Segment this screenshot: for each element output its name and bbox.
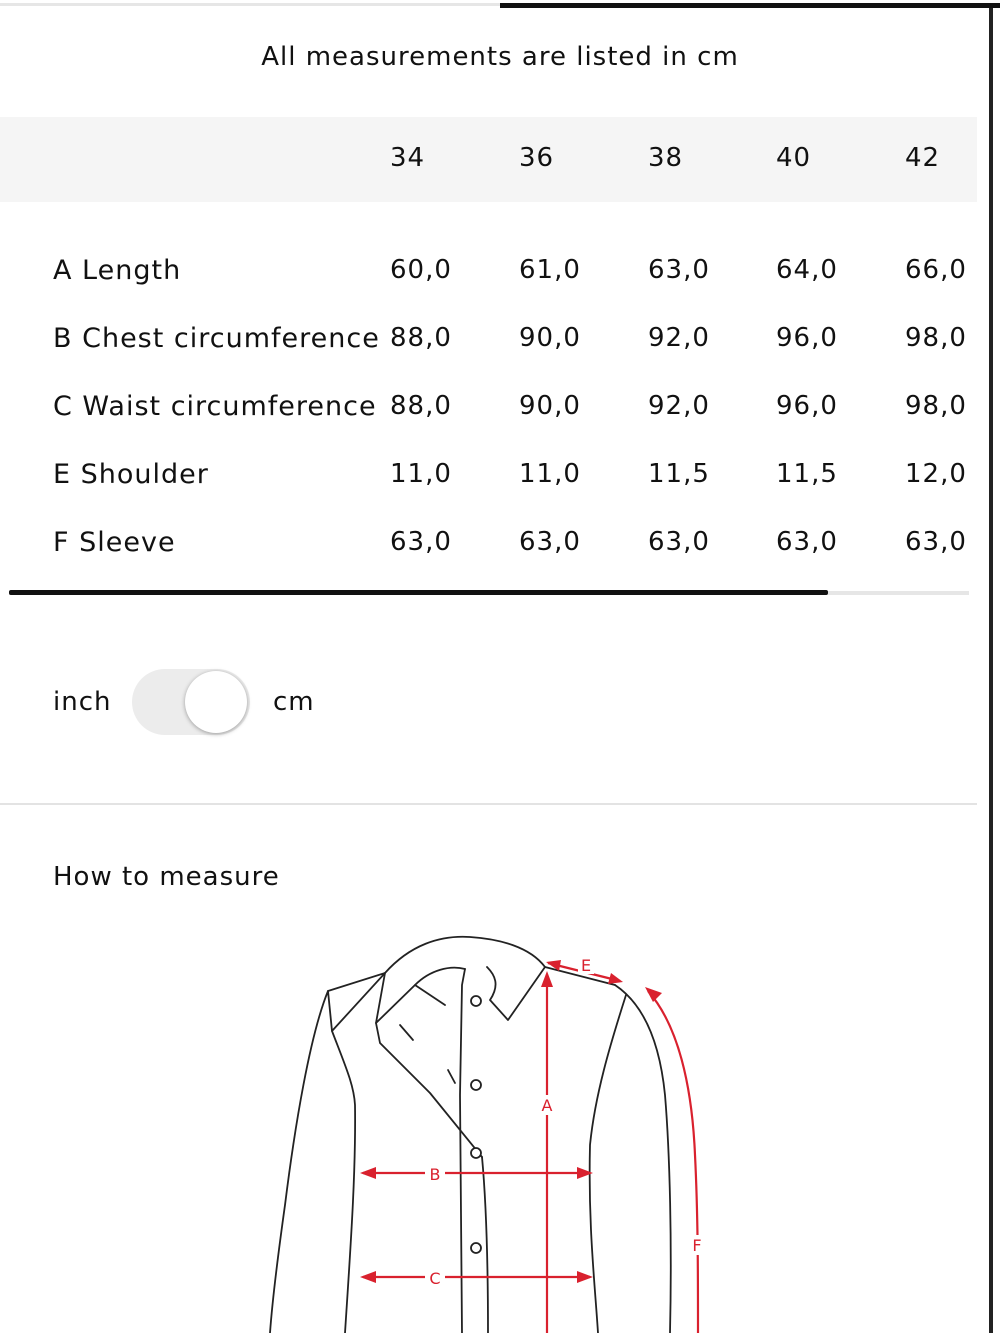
table-row-length — [0, 241, 977, 301]
arrowhead — [541, 971, 553, 987]
section-divider — [0, 803, 977, 805]
table-row-waist — [0, 377, 977, 437]
top-progress-fill — [500, 3, 1000, 8]
row-label: F Sleeve — [53, 527, 176, 558]
arrowhead — [360, 1271, 376, 1283]
toggle-knob[interactable] — [185, 671, 247, 733]
arrowhead — [360, 1167, 376, 1179]
table-row-shoulder — [0, 445, 977, 505]
measure-letter-a: A — [541, 1096, 553, 1115]
arrowhead — [608, 973, 623, 984]
table-cell: 63,0 — [519, 527, 581, 557]
measurement-letters — [425, 956, 706, 1288]
table-cell: 61,0 — [519, 255, 581, 285]
button-dot — [471, 1080, 481, 1090]
button-dot — [471, 1243, 481, 1253]
table-cell: 96,0 — [776, 323, 838, 353]
button-dot — [471, 996, 481, 1006]
table-cell: 88,0 — [390, 323, 452, 353]
measure-letter-b: B — [429, 1165, 441, 1184]
size-label: 36 — [519, 143, 555, 173]
table-cell: 11,0 — [519, 459, 581, 489]
table-row-sleeve — [0, 513, 977, 573]
table-cell: 98,0 — [905, 323, 967, 353]
table-cell: 90,0 — [519, 323, 581, 353]
table-cell: 64,0 — [776, 255, 838, 285]
table-cell: 92,0 — [648, 323, 710, 353]
arrowhead — [577, 1271, 593, 1283]
table-cell: 11,5 — [648, 459, 710, 489]
size-label: 38 — [648, 143, 684, 173]
size-label: 42 — [905, 143, 941, 173]
unit-cm-label[interactable]: cm — [273, 687, 315, 717]
table-cell: 90,0 — [519, 391, 581, 421]
jacket-outline — [270, 937, 671, 1333]
button-dot — [471, 1148, 481, 1158]
top-progress-track — [0, 3, 500, 6]
row-label: C Waist circumference — [53, 391, 377, 422]
table-cell: 12,0 — [905, 459, 967, 489]
table-cell: 63,0 — [905, 527, 967, 557]
table-cell: 88,0 — [390, 391, 452, 421]
size-label: 40 — [776, 143, 812, 173]
unit-inch-label[interactable]: inch — [53, 687, 112, 717]
jacket-buttons — [471, 996, 481, 1253]
table-cell: 98,0 — [905, 391, 967, 421]
table-cell: 63,0 — [776, 527, 838, 557]
table-cell: 96,0 — [776, 391, 838, 421]
arrowhead — [577, 1167, 593, 1179]
measurement-unit-heading: All measurements are listed in cm — [261, 42, 739, 72]
row-label: E Shoulder — [53, 459, 209, 490]
measurement-arrowheads — [360, 960, 662, 1283]
table-scrollbar-thumb[interactable] — [9, 590, 828, 595]
table-cell: 63,0 — [648, 527, 710, 557]
table-cell: 11,0 — [390, 459, 452, 489]
measure-letter-c: C — [429, 1269, 441, 1288]
arrowhead — [645, 987, 662, 1002]
right-edge-rule — [989, 8, 993, 1333]
measurement-lines — [363, 963, 698, 1333]
size-label: 34 — [390, 143, 426, 173]
measure-letter-e: E — [580, 956, 592, 975]
row-label: A Length — [53, 255, 182, 286]
unit-toggle[interactable] — [132, 669, 250, 735]
table-cell: 11,5 — [776, 459, 838, 489]
size-header-row — [0, 117, 977, 202]
table-cell: 60,0 — [390, 255, 452, 285]
table-cell: 63,0 — [390, 527, 452, 557]
measure-line-f — [648, 991, 698, 1333]
table-row-chest — [0, 309, 977, 369]
measure-letter-f: F — [692, 1236, 702, 1255]
row-label: B Chest circumference — [53, 323, 380, 354]
table-cell: 63,0 — [648, 255, 710, 285]
how-to-measure-title: How to measure — [53, 862, 280, 892]
jacket-measurement-diagram — [250, 925, 720, 1333]
table-cell: 66,0 — [905, 255, 967, 285]
table-cell: 92,0 — [648, 391, 710, 421]
